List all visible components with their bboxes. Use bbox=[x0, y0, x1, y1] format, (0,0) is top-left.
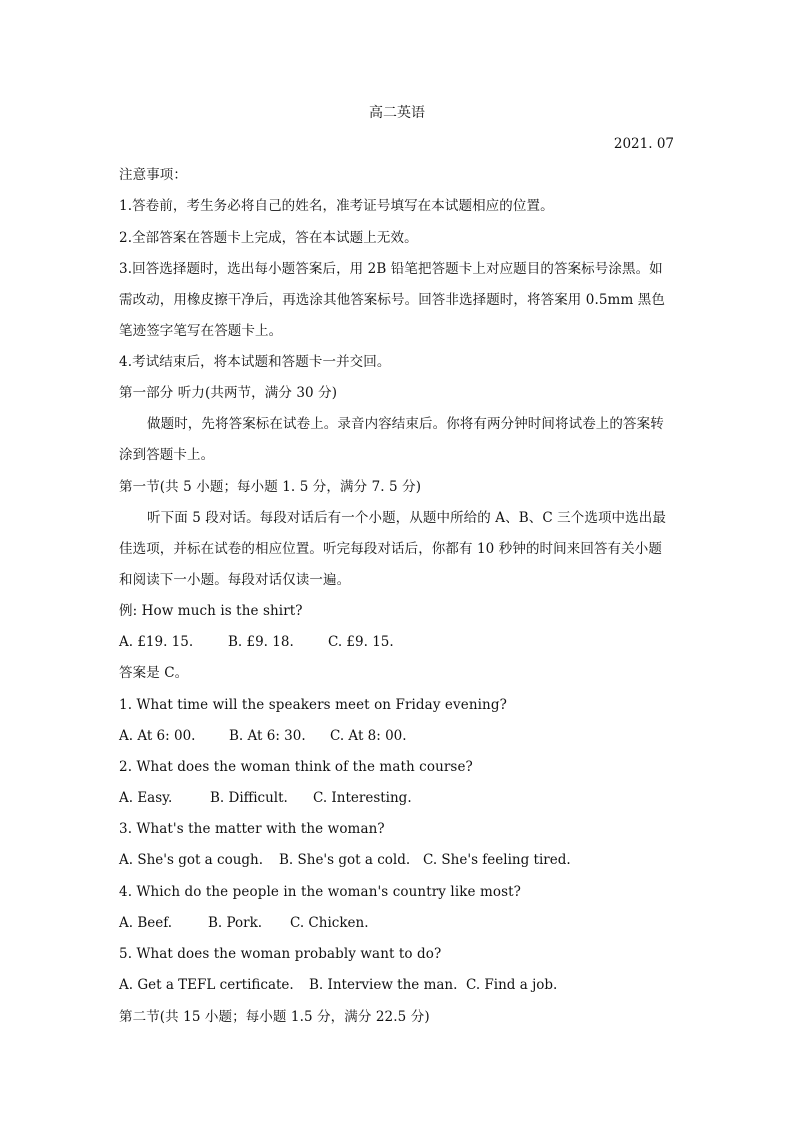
example-answer: 答案是 C。 bbox=[119, 665, 189, 681]
part1-intro-line: 涂到答题卡上。 bbox=[119, 447, 215, 463]
question-3-option-a: A. She's got a cough. bbox=[119, 852, 264, 868]
question-2-option-c: C. Interesting. bbox=[313, 790, 412, 806]
question-4-option-c: C. Chicken. bbox=[290, 915, 369, 931]
question-4: 4. Which do the people in the woman's country like most? bbox=[119, 884, 522, 900]
section1-intro-line: 佳选项，并标在试卷的相应位置。听完每段对话后，你都有 10 秒钟的时间来回答有关小题 bbox=[119, 541, 662, 557]
exam-date: 2021. 07 bbox=[613, 136, 674, 152]
question-4-option-a: A. Beef. bbox=[119, 915, 173, 931]
section1-heading: 第一节(共 5 小题；每小题 1. 5 分，满分 7. 5 分) bbox=[119, 479, 422, 495]
question-5-option-a: A. Get a TEFL certificate. bbox=[119, 977, 294, 993]
example-option-b: B. £9. 18. bbox=[228, 634, 294, 650]
question-5-option-b: B. Interview the man. bbox=[309, 977, 458, 993]
question-2-option-b: B. Difficult. bbox=[210, 790, 288, 806]
question-1: 1. What time will the speakers meet on Friday evening? bbox=[119, 697, 507, 713]
question-1-option-c: C. At 8: 00. bbox=[330, 728, 407, 744]
question-2: 2. What does the woman think of the math course? bbox=[119, 759, 473, 775]
notice-line: 1.答卷前，考生务必将自己的姓名，准考证号填写在本试题相应的位置。 bbox=[119, 198, 554, 214]
notice-line: 需改动，用橡皮擦干净后，再选涂其他答案标号。回答非选择题时，将答案用 0.5mm 黑色 bbox=[119, 292, 665, 308]
notice-line: 4.考试结束后，将本试题和答题卡一并交回。 bbox=[119, 354, 391, 370]
question-5-option-c: C. Find a job. bbox=[466, 977, 558, 993]
question-2-option-a: A. Easy. bbox=[119, 790, 173, 806]
notice-heading: 注意事项： bbox=[119, 167, 187, 183]
part1-intro-line: 做题时，先将答案标在试卷上。录音内容结束后。你将有两分钟时间将试卷上的答案转 bbox=[147, 416, 664, 432]
section1-intro-line: 听下面 5 段对话。每段对话后有一个小题，从题中所给的 A、B、C 三个选项中选出最 bbox=[147, 510, 666, 526]
notice-line: 笔迹签字笔写在答题卡上。 bbox=[119, 323, 283, 339]
section2-heading: 第二节(共 15 小题；每小题 1.5 分，满分 22.5 分) bbox=[119, 1009, 430, 1025]
question-3-option-c: C. She's feeling tired. bbox=[423, 852, 571, 868]
part1-heading: 第一部分 听力(共两节，满分 30 分) bbox=[119, 385, 338, 401]
question-3-option-b: B. She's got a cold. bbox=[279, 852, 411, 868]
notice-line: 2.全部答案在答题卡上完成，答在本试题上无效。 bbox=[119, 230, 418, 246]
question-3: 3. What's the matter with the woman? bbox=[119, 821, 385, 837]
question-4-option-b: B. Pork. bbox=[208, 915, 263, 931]
page-title: 高二英语 bbox=[369, 105, 425, 121]
example-option-a: A. £19. 15. bbox=[119, 634, 194, 650]
section1-intro-line: 和阅读下一小题。每段对话仅读一遍。 bbox=[119, 572, 351, 588]
example-option-c: C. £9. 15. bbox=[328, 634, 394, 650]
example-question: 例: How much is the shirt? bbox=[119, 603, 303, 619]
question-5: 5. What does the woman probably want to do? bbox=[119, 946, 442, 962]
question-1-option-a: A. At 6: 00. bbox=[119, 728, 196, 744]
question-1-option-b: B. At 6: 30. bbox=[229, 728, 306, 744]
notice-line: 3.回答选择题时，选出每小题答案后，用 2B 铅笔把答题卡上对应题目的答案标号涂黑。如 bbox=[119, 261, 663, 277]
